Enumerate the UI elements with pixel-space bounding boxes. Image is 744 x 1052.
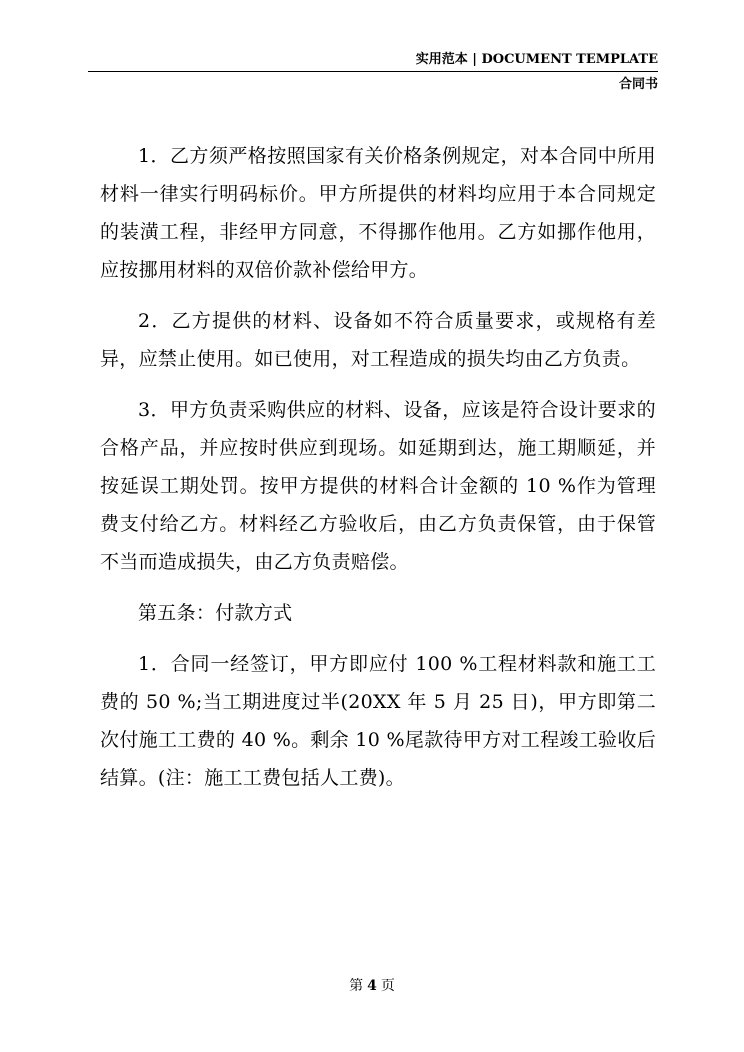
footer-prefix: 第 — [349, 978, 364, 994]
footer-suffix: 页 — [380, 978, 395, 994]
document-body — [100, 137, 656, 797]
clause-paragraph-party-a-supply: 3．甲方负责采购供应的材料、设备，应该是符合设计要求的合格产品，并应按时供应到现场。如延期到达，施工期顺延，并按延误工期处罚。按甲方提供的材料合计金额的 10 %作为管理费支付给乙方。材料经乙方验收后，由乙方负责保管，由于保管不当而造成损失，由乙方负责赔偿。 — [100, 399, 656, 573]
clause-paragraph-payment-terms: 1．合同一经签订，甲方即应付 100 %工程材料款和施工工费的 50 %;当工期进度过半(20XX 年 5 月 25 日)，甲方即第二次付施工工费的 40 %。剩余 10 %尾款待甲方对工程竣工验收后结算。(注：施工工费包括人工费)。 — [100, 653, 656, 789]
page-header — [88, 52, 658, 93]
clause-paragraph-material-quality: 2．乙方提供的材料、设备如不符合质量要求，或规格有差异，应禁止使用。如已使用，对工程造成的损失均由乙方负责。 — [100, 310, 656, 370]
section-heading-payment: 第五条：付款方式 — [138, 602, 293, 624]
page-number: 4 — [367, 978, 377, 994]
header-template-label: 实用范本 | DOCUMENT TEMPLATE — [88, 52, 658, 72]
clause-paragraph-material-pricing: 1．乙方须严格按照国家有关价格条例规定，对本合同中所用材料一律实行明码标价。甲方所提供的材料均应用于本合同规定的装潢工程，非经甲方同意，不得挪作他用。乙方如挪作他用，应按挪用材料的双倍价款补偿给甲方。 — [100, 145, 656, 281]
header-document-type: 合同书 — [618, 77, 658, 92]
page-footer — [0, 975, 744, 995]
